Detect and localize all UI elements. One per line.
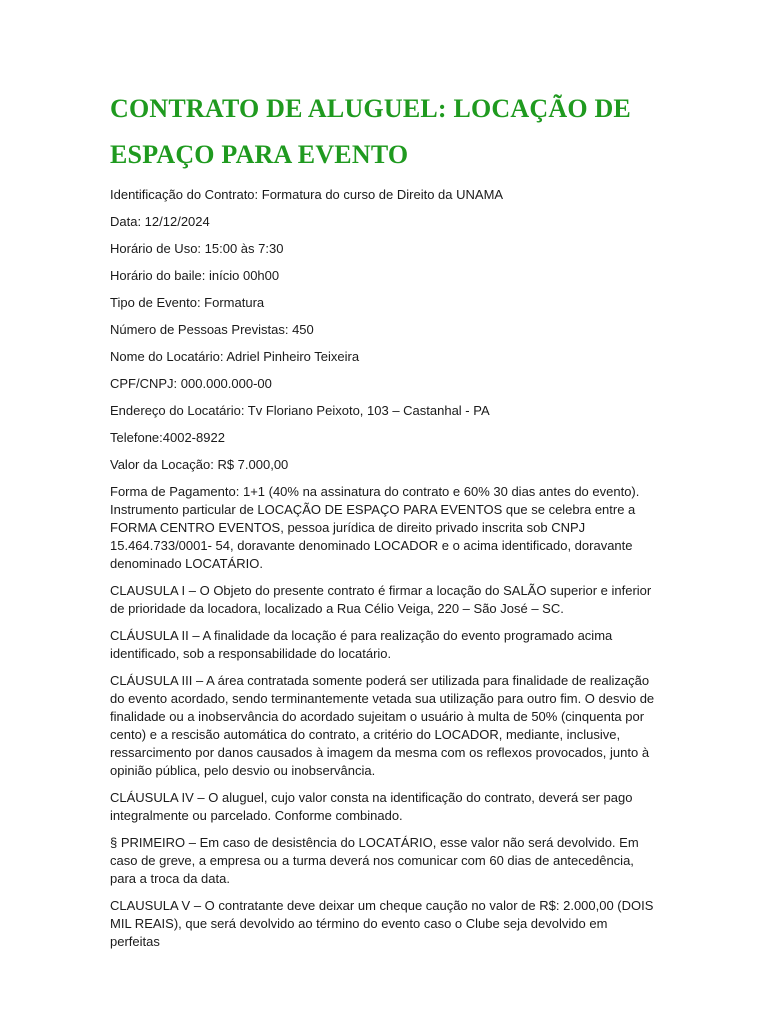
contract-fields [110,186,658,474]
field-contract-id: Identificação do Contrato: Formatura do curso de Direito da UNAMA [110,187,504,202]
paragraph-payment-terms: Forma de Pagamento: 1+1 (40% na assinatura do contrato e 60% 30 dias antes do evento). Instrumento particular de LOCAÇÃO DE ESPAÇO PARA EVENTOS que se celebra entre a FORMA CENTRO EVENTOS, pessoa jurídica de direito privado inscrita sob CNPJ 15.464.733/0001- 54, doravante denominado LOCADOR e o acima identificado, doravante denominado LOCATÁRIO. [110,484,640,571]
field-tenant-address: Endereço do Locatário: Tv Floriano Peixoto, 103 – Castanhal - PA [110,403,490,418]
field-event-type: Tipo de Evento: Formatura [110,295,265,310]
document-page [110,86,658,960]
field-cpf-cnpj: CPF/CNPJ: 000.000.000-00 [110,376,272,391]
paragraph-clause-5: CLAUSULA V – O contratante deve deixar um cheque caução no valor de R$: 2.000,00 (DOIS MIL REAIS), que será devolvido ao término do evento caso o Clube seja devolvido em perfeitas [110,898,654,949]
field-guest-count: Número de Pessoas Previstas: 450 [110,322,314,337]
field-date: Data: 12/12/2024 [110,214,210,229]
field-phone: Telefone:4002-8922 [110,430,225,445]
field-tenant-name: Nome do Locatário: Adriel Pinheiro Teixeira [110,349,360,364]
paragraph-clause-4: CLÁUSULA IV – O aluguel, cujo valor consta na identificação do contrato, deverá ser pago integralmente ou parcelado. Conforme combinado. [110,790,633,823]
field-usage-time: Horário de Uso: 15:00 às 7:30 [110,241,284,256]
field-rental-value: Valor da Locação: R$ 7.000,00 [110,457,289,472]
field-ball-time: Horário do baile: início 00h00 [110,268,280,283]
document-title: CONTRATO DE ALUGUEL: LOCAÇÃO DE ESPAÇO PARA EVENTO [110,94,631,169]
paragraph-clause-1: CLAUSULA I – O Objeto do presente contrato é firmar a locação do SALÃO superior e inferior de prioridade da locadora, localizado a Rua Célio Veiga, 220 – São José – SC. [110,583,652,616]
contract-body [110,483,658,951]
paragraph-clause-2: CLÁUSULA II – A finalidade da locação é para realização do evento programado acima identificado, sob a responsabilidade do locatário. [110,628,613,661]
paragraph-clause-3: CLÁUSULA III – A área contratada somente poderá ser utilizada para finalidade de realização do evento acordado, sendo terminantemente vetada sua utilização para outro fim. O desvio de finalidade ou a inobservância do acordado sujeitam o usuário à multa de 50% (cinquenta por cento) e a rescisão automática do contrato, a critério do LOCADOR, mediante, inclusive, ressarcimento por danos causados à imagem da mesma com os reflexos provocados, junto à opinião pública, pelo desvio ou inobservância. [110,673,655,778]
paragraph-first-section: § PRIMEIRO – Em caso de desistência do LOCATÁRIO, esse valor não será devolvido. Em caso de greve, a empresa ou a turma deverá nos comunicar com 60 dias de antecedência, para a troca da data. [110,835,639,886]
